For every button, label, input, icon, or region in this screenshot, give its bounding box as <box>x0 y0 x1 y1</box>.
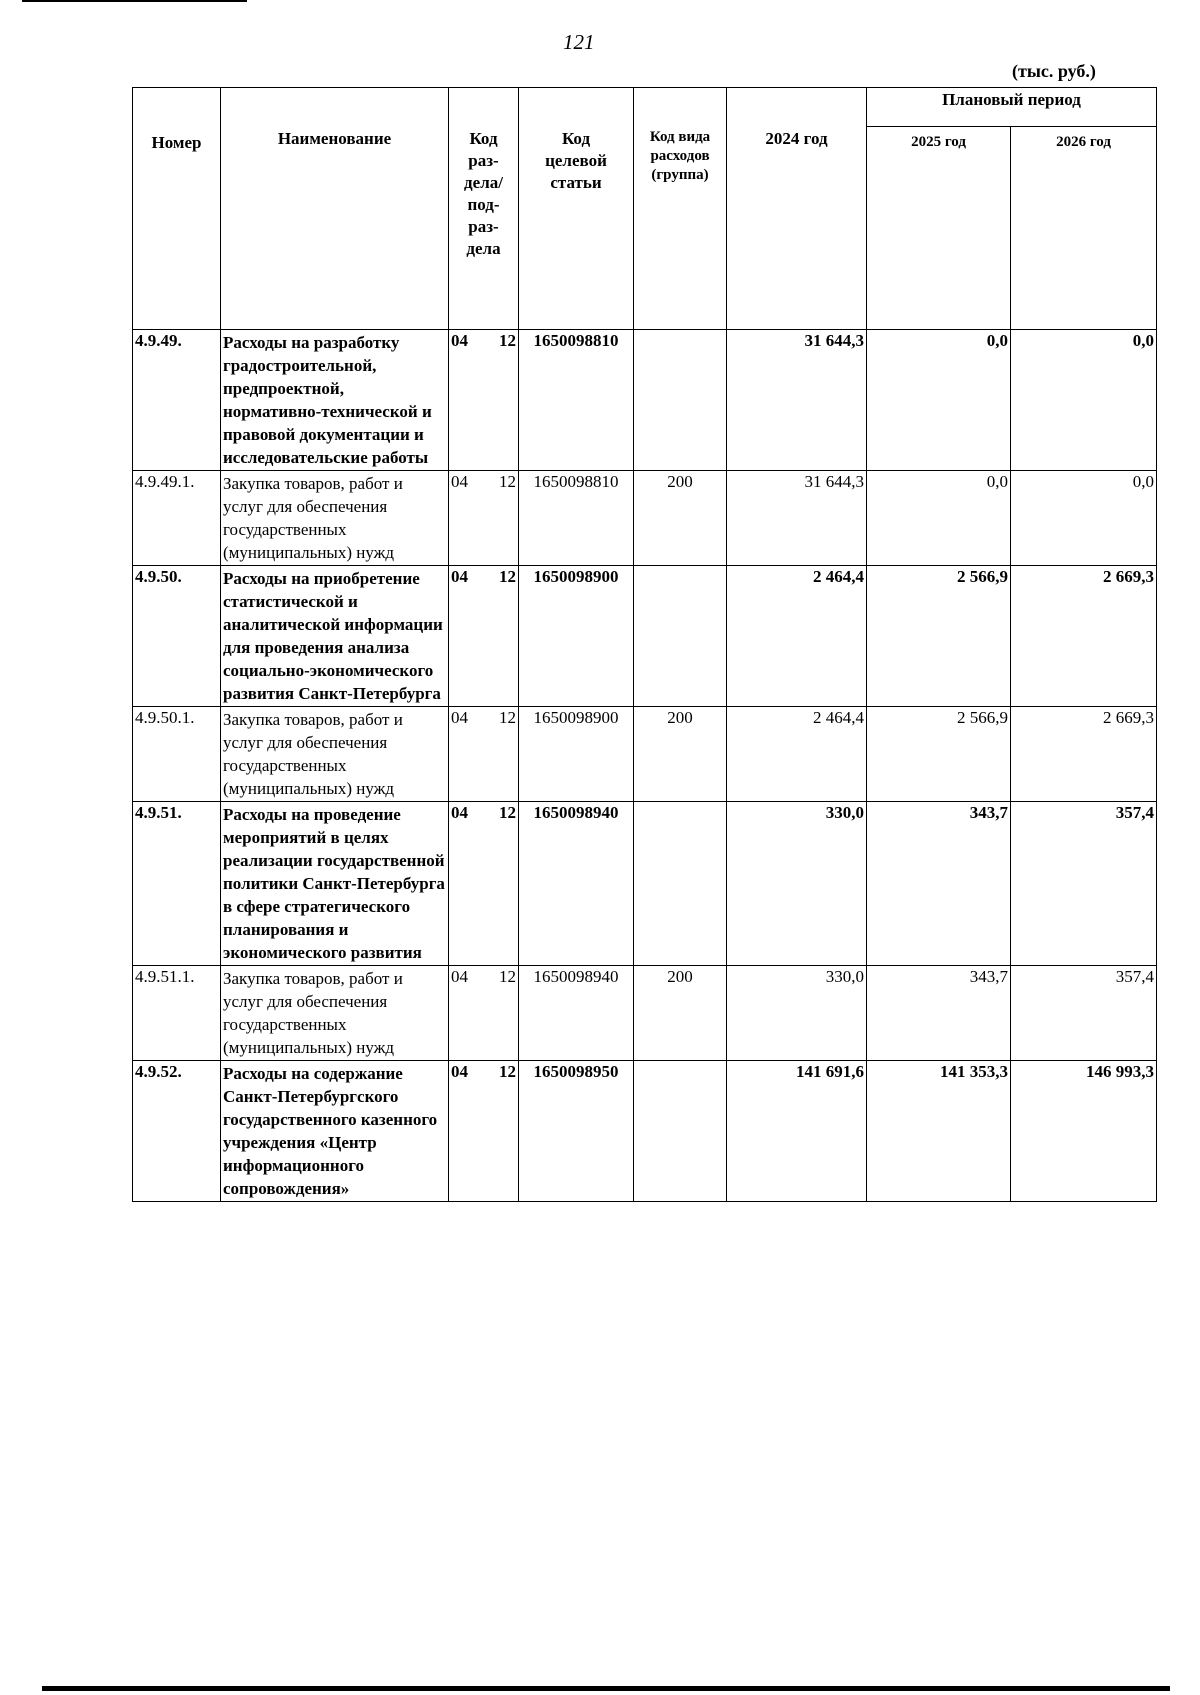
row-subsection-code: 12 <box>499 803 516 822</box>
row-2025: 0,0 <box>867 330 1011 471</box>
table-row <box>133 566 1157 707</box>
header-expense-type-text: Код вида расходов (группа) <box>649 129 711 183</box>
row-2025: 2 566,9 <box>867 707 1011 802</box>
row-type <box>634 1061 727 1202</box>
row-section <box>449 1061 519 1202</box>
row-section-code: 04 <box>451 803 468 822</box>
row-2024: 330,0 <box>727 802 867 966</box>
row-section <box>449 330 519 471</box>
bottom-rule <box>42 1686 1170 1691</box>
row-subsection-code: 12 <box>499 1062 516 1081</box>
row-number: 4.9.51.1. <box>133 966 221 1061</box>
row-subsection-code: 12 <box>499 472 516 491</box>
row-2024: 141 691,6 <box>727 1061 867 1202</box>
row-section <box>449 471 519 566</box>
row-2026: 357,4 <box>1011 802 1157 966</box>
row-type <box>634 802 727 966</box>
top-rule <box>22 0 247 2</box>
table-row <box>133 802 1157 966</box>
row-section <box>449 802 519 966</box>
page-number: 121 <box>563 30 595 54</box>
row-2025: 343,7 <box>867 802 1011 966</box>
row-2025: 141 353,3 <box>867 1061 1011 1202</box>
row-name: Расходы на приобретение статистической и аналитической информации для проведения анализа социально-экономического развития Санкт-Петербурга <box>221 566 449 707</box>
row-target: 1650098900 <box>519 707 634 802</box>
row-type: 200 <box>634 966 727 1061</box>
table-row <box>133 966 1157 1061</box>
row-2026: 2 669,3 <box>1011 707 1157 802</box>
row-number: 4.9.49.1. <box>133 471 221 566</box>
row-number: 4.9.50. <box>133 566 221 707</box>
row-2026: 357,4 <box>1011 966 1157 1061</box>
row-2024: 31 644,3 <box>727 471 867 566</box>
row-name: Расходы на содержание Санкт-Петербургского государственного казенного учреждения «Центр информационного сопровождения» <box>221 1061 449 1202</box>
row-2026: 2 669,3 <box>1011 566 1157 707</box>
header-section <box>449 88 519 330</box>
header-number: Номер <box>133 88 221 330</box>
row-subsection-code: 12 <box>499 567 516 586</box>
row-section <box>449 707 519 802</box>
row-target: 1650098940 <box>519 966 634 1061</box>
row-type <box>634 330 727 471</box>
row-name: Расходы на проведение мероприятий в целях реализации государственной политики Санкт-Петербурга в сфере стратегического планирования и экономического развития <box>221 802 449 966</box>
row-target: 1650098810 <box>519 330 634 471</box>
header-expense-type <box>634 88 727 330</box>
row-subsection-code: 12 <box>499 331 516 350</box>
row-2024: 330,0 <box>727 966 867 1061</box>
units-label: (тыс. руб.) <box>1012 61 1096 81</box>
row-name: Расходы на разработку градостроительной, предпроектной, нормативно-технической и правовой документации и исследовательские работы <box>221 330 449 471</box>
header-2025: 2025 год <box>867 126 1011 329</box>
budget-table <box>132 87 1157 1202</box>
table-row <box>133 707 1157 802</box>
row-section-code: 04 <box>451 567 468 586</box>
header-target-text: Код целевой статьи <box>545 129 607 192</box>
row-number: 4.9.50.1. <box>133 707 221 802</box>
row-number: 4.9.51. <box>133 802 221 966</box>
row-2024: 2 464,4 <box>727 566 867 707</box>
row-section <box>449 566 519 707</box>
row-name: Закупка товаров, работ и услуг для обеспечения государственных (муниципальных) нужд <box>221 707 449 802</box>
row-section-code: 04 <box>451 708 468 727</box>
row-type: 200 <box>634 707 727 802</box>
row-subsection-code: 12 <box>499 967 516 986</box>
row-section <box>449 966 519 1061</box>
row-2026: 0,0 <box>1011 330 1157 471</box>
row-section-code: 04 <box>451 1062 468 1081</box>
table-row <box>133 330 1157 471</box>
table-row <box>133 471 1157 566</box>
row-2025: 0,0 <box>867 471 1011 566</box>
table-row <box>133 1061 1157 1202</box>
row-2024: 31 644,3 <box>727 330 867 471</box>
row-type: 200 <box>634 471 727 566</box>
row-name: Закупка товаров, работ и услуг для обеспечения государственных (муниципальных) нужд <box>221 471 449 566</box>
row-type <box>634 566 727 707</box>
row-section-code: 04 <box>451 967 468 986</box>
row-target: 1650098810 <box>519 471 634 566</box>
row-target: 1650098940 <box>519 802 634 966</box>
row-subsection-code: 12 <box>499 708 516 727</box>
row-number: 4.9.52. <box>133 1061 221 1202</box>
row-target: 1650098950 <box>519 1061 634 1202</box>
row-2025: 343,7 <box>867 966 1011 1061</box>
header-section-text: Код раз-дела/ под-раз-дела <box>464 129 503 258</box>
row-number: 4.9.49. <box>133 330 221 471</box>
row-name: Закупка товаров, работ и услуг для обеспечения государственных (муниципальных) нужд <box>221 966 449 1061</box>
row-section-code: 04 <box>451 331 468 350</box>
header-name: Наименование <box>221 88 449 330</box>
row-target: 1650098900 <box>519 566 634 707</box>
row-2025: 2 566,9 <box>867 566 1011 707</box>
header-2026: 2026 год <box>1011 126 1157 329</box>
row-2024: 2 464,4 <box>727 707 867 802</box>
row-2026: 146 993,3 <box>1011 1061 1157 1202</box>
header-planned-period: Плановый период <box>867 88 1157 127</box>
row-2026: 0,0 <box>1011 471 1157 566</box>
header-target <box>519 88 634 330</box>
row-section-code: 04 <box>451 472 468 491</box>
header-2024: 2024 год <box>727 88 867 330</box>
